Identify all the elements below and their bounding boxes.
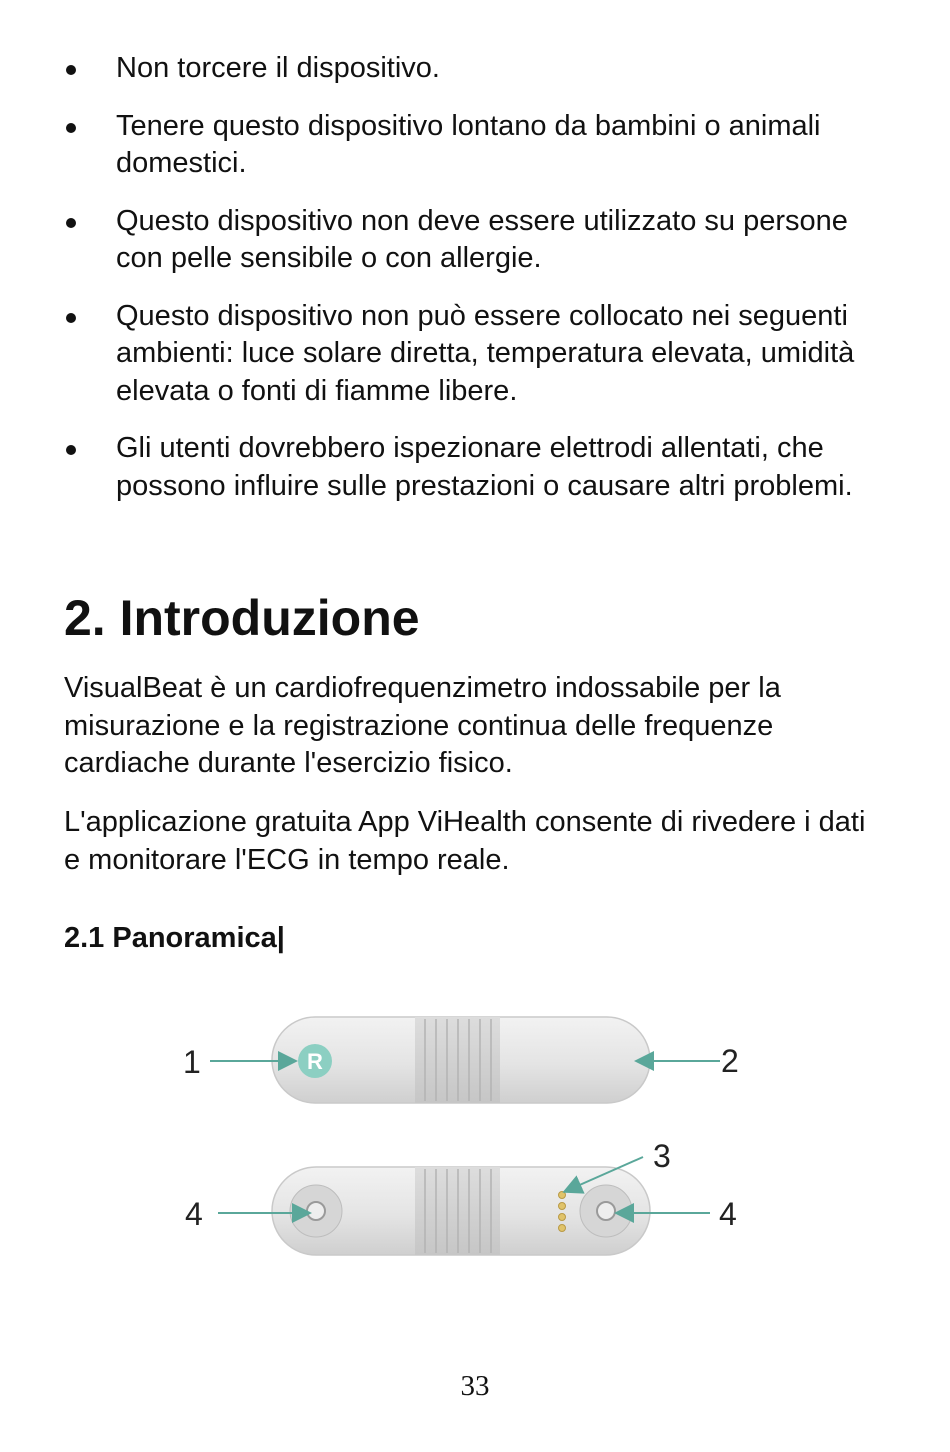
subsection-title: 2.1 Panoramica| [64, 922, 285, 954]
bullet-dot-icon [66, 65, 76, 75]
bullet-text: Gli utenti dovrebbero ispezionare elettrodi allentati, che possono influire sulle prestazioni o causare altri problemi. [116, 432, 853, 502]
bullet-item [64, 298, 884, 411]
callout-2: 2 [721, 1043, 739, 1079]
device-front [272, 1017, 650, 1103]
bullet-text: Questo dispositivo non deve essere utilizzato su persone con pelle sensibile o con allergie. [116, 204, 848, 274]
bullet-text: Questo dispositivo non può essere collocato nei seguenti ambienti: luce solare diretta, temperatura elevata, umidità elevata o fonti di fiamme libere. [116, 299, 855, 407]
section-title: 2. Introduzione [64, 590, 420, 646]
bullet-dot-icon [66, 218, 76, 228]
bullet-dot-icon [66, 445, 76, 455]
intro-paragraph-2: L'applicazione gratuita App ViHealth consente di rivedere i dati e monitorare l'ECG in tempo reale. [64, 806, 866, 876]
electrode-left-icon [290, 1185, 342, 1237]
device-overview-diagram [170, 1005, 770, 1275]
device-back [272, 1167, 650, 1255]
callout-3: 3 [653, 1138, 671, 1174]
bullet-text: Non torcere il dispositivo. [116, 52, 440, 84]
bullet-dot-icon [66, 313, 76, 323]
bullet-text: Tenere questo dispositivo lontano da bambini o animali domestici. [116, 109, 821, 179]
intro-paragraph-1: VisualBeat è un cardiofrequenzimetro indossabile per la misurazione e la registrazione continua delle frequenze cardiache durante l'esercizio fisico. [64, 672, 781, 779]
bullet-list [64, 50, 884, 525]
bullet-item [64, 50, 884, 88]
page-number: 33 [460, 1370, 490, 1402]
callout-1: 1 [183, 1044, 201, 1080]
logo-letter: R [307, 1049, 323, 1074]
bullet-item [64, 108, 884, 183]
bullet-item [64, 203, 884, 278]
callout-4-left: 4 [185, 1196, 203, 1232]
bullet-item [64, 430, 884, 505]
r-logo-icon [298, 1044, 332, 1078]
electrode-right-icon [580, 1185, 632, 1237]
bullet-dot-icon [66, 123, 76, 133]
callout-4-right: 4 [719, 1196, 737, 1232]
